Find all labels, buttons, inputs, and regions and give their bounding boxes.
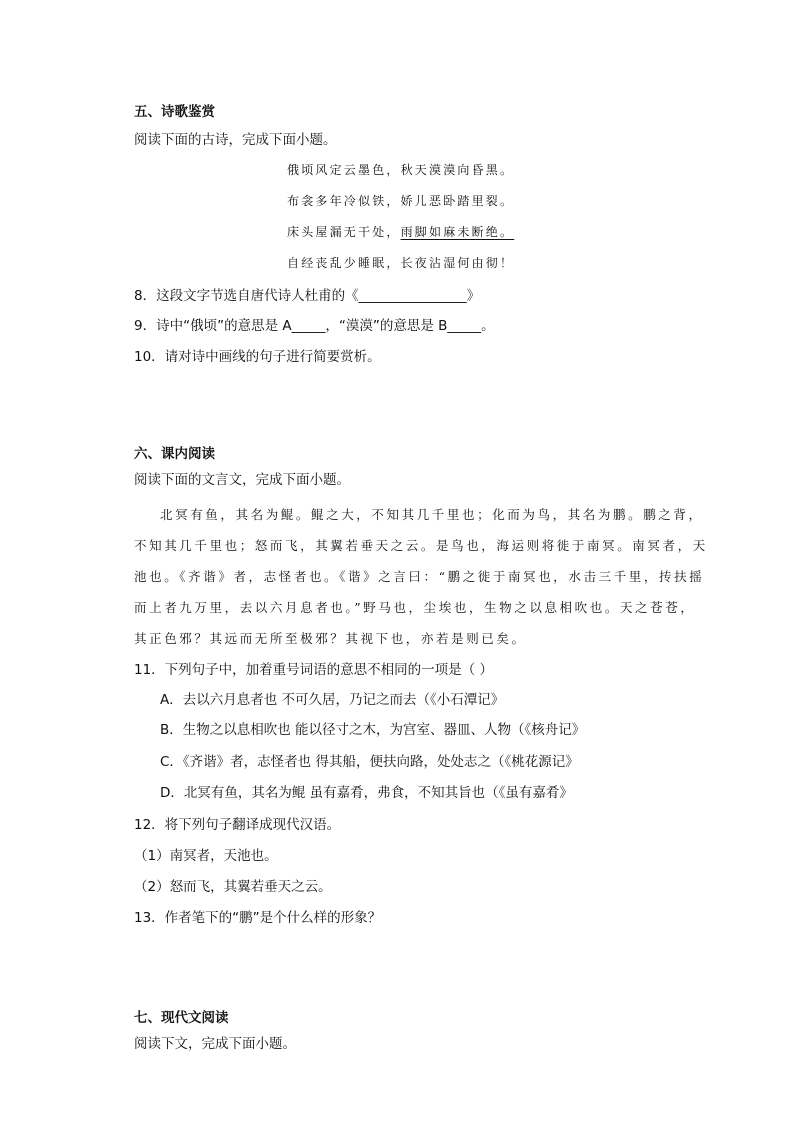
- passage-line-4: 而上者九万里，去以六月息者也。”野马也，尘埃也，生物之以息相吹也。天之苍苍，: [134, 600, 696, 615]
- passage-line-3: 池也。《齐谐》者，志怪者也。《谐》之言曰：“鹏之徙于南冥也，水击三千里，抟扶摇: [134, 569, 705, 584]
- section-6-heading: 六、课内阅读: [134, 446, 215, 462]
- q11-option-b: B．生物之以息相吹也 能以径寸之木，为宫室、器皿、人物（《核舟记》: [160, 722, 586, 738]
- section-7-heading: 七、现代文阅读: [134, 1010, 229, 1026]
- question-10: 10．请对诗中画线的句子进行简要赏析。: [134, 349, 381, 365]
- section-5-intro: 阅读下面的古诗，完成下面小题。: [134, 132, 337, 148]
- poem-line-4: 自经丧乱少睡眠，长夜沾湿何由彻！: [287, 256, 515, 270]
- question-9: 9．诗中“俄顷”的意思是 A_____，“漠漠”的意思是 B_____。: [134, 318, 495, 334]
- poem-line-2: 布衾多年冷似铁，娇儿恶卧踏里裂。: [287, 194, 515, 208]
- question-11: 11．下列句子中，加着重号词语的意思不相同的一项是（ ）: [134, 662, 493, 678]
- section-7-intro: 阅读下文，完成下面小题。: [134, 1036, 296, 1052]
- q11-option-d: D．北冥有鱼，其名为鲲 虽有嘉肴，弗食，不知其旨也（《虽有嘉肴》: [160, 785, 573, 801]
- poem-line-3-first: 床头屋漏无干处，: [287, 225, 401, 239]
- q12-item-2: （2）怒而飞，其翼若垂天之云。: [134, 879, 332, 895]
- q11-option-a: A．去以六月息者也 不可久居，乃记之而去（《小石潭记》: [160, 692, 505, 708]
- poem-line-3: [287, 223, 514, 241]
- passage-line-1: 北冥有鱼，其名为鲲。鲲之大，不知其几千里也；化而为鸟，其名为鹏。鹏之背，: [160, 507, 704, 522]
- question-12: 12．将下列句子翻译成现代汉语。: [134, 817, 341, 833]
- q12-item-1: （1）南冥者，天池也。: [134, 848, 278, 864]
- passage-line-2: 不知其几千里也；怒而飞，其翼若垂天之云。是鸟也，海运则将徙于南冥。南冥者，天: [134, 538, 708, 553]
- poem-line-1: 俄顷风定云墨色，秋天漠漠向昏黑。: [287, 163, 515, 177]
- passage-line-5: 其正色邪？其远而无所至极邪？其视下也，亦若是则已矣。: [134, 631, 527, 646]
- poem-underlined-clause: 雨脚如麻未断绝。: [400, 225, 515, 239]
- section-5-heading: 五、诗歌鉴赏: [134, 104, 215, 120]
- q11-option-c: C．《齐谐》者，志怪者也 得其船，便扶向路，处处志之（《桃花源记》: [160, 754, 579, 770]
- section-6-intro: 阅读下面的文言文，完成下面小题。: [134, 472, 350, 488]
- question-13: 13．作者笔下的“鹏”是个什么样的形象？: [134, 910, 382, 926]
- question-8: 8．这段文字节选自唐代诗人杜甫的《________________》: [134, 288, 481, 304]
